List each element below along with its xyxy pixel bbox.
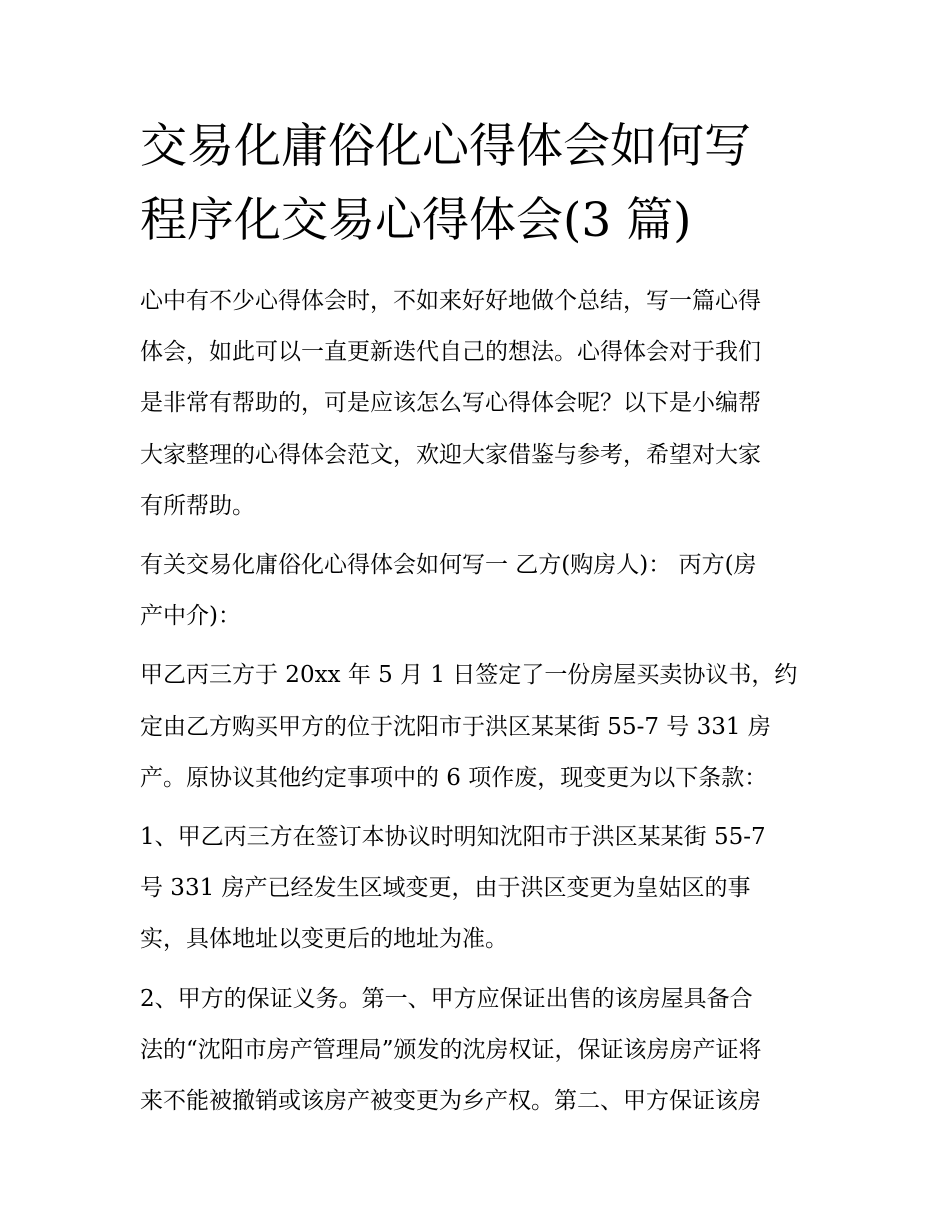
text-line: 定由乙方购买甲方的位于沈阳市于洪区某某街 55-7 号 331 房 [140,713,771,740]
text-line: 法的“沈阳市房产管理局”颁发的沈房权证，保证该房房产证将 [140,1036,762,1063]
text-line: 实，具体地址以变更后的地址为准。 [140,926,508,953]
text-line: 1、甲乙丙三方在签订本协议时明知沈阳市于洪区某某街 55-7 [140,824,766,851]
text-line: 甲乙丙三方于 20xx 年 5 月 1 日签定了一份房屋买卖协议书，约 [140,662,798,689]
text-line: 体会，如此可以一直更新迭代自己的想法。心得体会对于我们 [140,339,761,366]
clause-2-paragraph [140,966,812,1128]
text-line: 大家整理的心得体会范文，欢迎大家借鉴与参考，希望对大家 [140,441,761,468]
document-title [140,110,812,258]
text-line: 2、甲方的保证义务。第一、甲方应保证出售的该房屋具备合 [140,985,753,1012]
text-line: 产。原协议其他约定事项中的 6 项作废，现变更为以下条款： [140,764,768,791]
text-line: 有关交易化庸俗化心得体会如何写一 乙方(购房人)： 丙方(房 [140,552,757,579]
text-line: 心中有不少心得体会时，不如来好好地做个总结，写一篇心得 [140,288,761,314]
agreement-paragraph [140,642,812,804]
title-line-2: 程序化交易心得体会(3 篇) [140,193,692,248]
intro-paragraph [140,258,812,532]
text-line: 来不能被撤销或该房产被变更为乡产权。第二、甲方保证该房 [140,1088,761,1115]
clause-1-paragraph [140,804,812,966]
text-line: 是非常有帮助的，可是应该怎么写心得体会呢？以下是小编帮 [140,390,761,417]
document-page [140,110,812,1127]
title-line-1: 交易化庸俗化心得体会如何写 [140,119,751,174]
parties-paragraph [140,532,812,642]
text-line: 有所帮助。 [140,492,255,519]
text-line: 号 331 房产已经发生区域变更，由于洪区变更为皇姑区的事 [140,875,751,902]
text-line: 产中介)： [140,603,241,630]
